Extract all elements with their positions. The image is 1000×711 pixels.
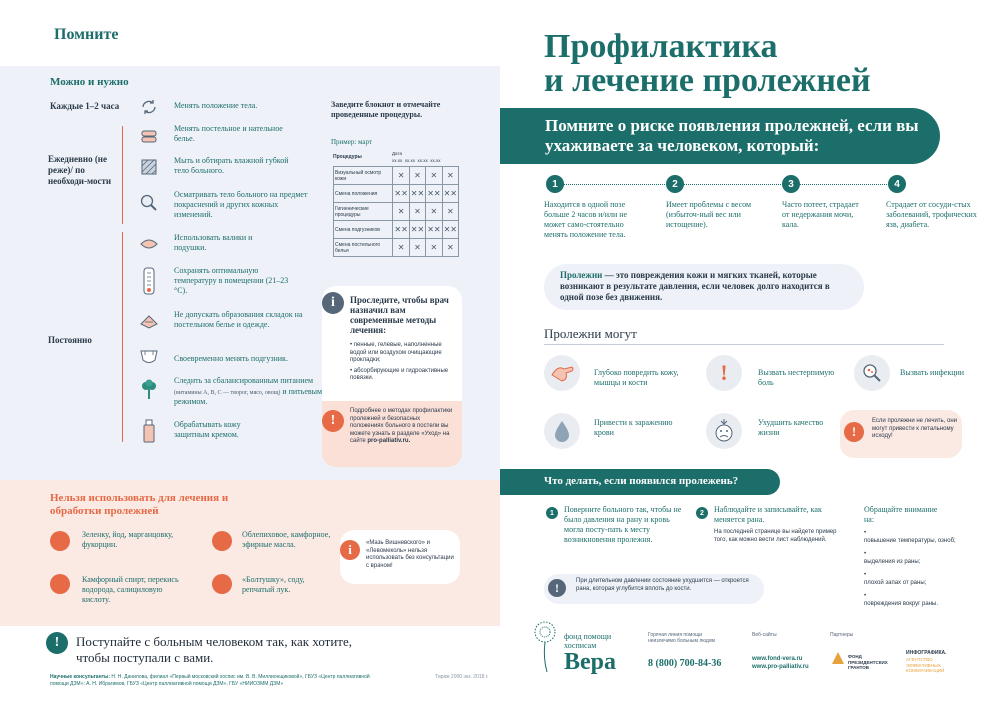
item-wash: Мыть и обтирать влажной губкой тело больного.	[174, 156, 289, 175]
exclamation-icon: !	[548, 579, 566, 597]
pain-glyph: !	[720, 360, 728, 385]
effect-infection: Вызвать инфекции	[900, 368, 965, 377]
attention-title: Обращайте внимание на:	[864, 505, 938, 524]
oil-bottle-icon	[212, 531, 232, 551]
step-number-1: 1	[546, 507, 558, 519]
page-title-line1: Профилактика	[544, 28, 778, 65]
table-row: Смена постельного белья ✕ ✕ ✕ ✕	[334, 239, 459, 257]
hotline-label: Горячая линия помощи неизлечимо больным людям	[648, 632, 715, 644]
website-link-1[interactable]: www.fond-vera.ru	[752, 656, 803, 662]
dandelion-logo-icon	[530, 620, 560, 674]
table-head-date: Дата	[392, 151, 402, 156]
effect-quality: Ухудшить качество жизни	[758, 418, 824, 437]
effect-pain: Вызвать нестерпимую боль	[758, 368, 835, 387]
risk-divider	[563, 184, 903, 185]
item-diaper: Своевременно менять подгузник.	[174, 354, 288, 363]
list-item: • выделения из раны;	[864, 551, 921, 565]
table-row: Визуальный осмотр кожи ✕ ✕ ✕ ✕	[334, 167, 459, 185]
remember-heading: Помните	[54, 26, 119, 43]
effect-damage: Глубоко повредить кожу, мышцы и кости	[594, 368, 679, 387]
table-row: Смена подгузников ✕✕ ✕✕ ✕✕ ✕✕	[334, 221, 459, 239]
doctor-title: Проследите, чтобы врач назначил вам современные методы лечения:	[350, 295, 449, 335]
partners-label: Партнеры	[830, 632, 854, 638]
sponge-icon	[138, 156, 160, 178]
forbidden-2: Облепиховое, камфорное, эфирные масла.	[242, 530, 331, 549]
what-to-do-title: Что делать, если появился пролежень?	[544, 475, 739, 487]
list-item: • повышение температуры, озноб;	[864, 530, 956, 544]
effects-heading: Пролежни могут	[544, 326, 637, 341]
death-note: Если пролежни не лечить, они могут привести к летальному исходу!	[872, 418, 958, 439]
step-2-sub: На последней странице вы найдете пример того, как можно вести лист наблюдений.	[714, 529, 837, 543]
bottle-icon	[50, 531, 70, 551]
warning-icon: !	[322, 410, 344, 432]
risk-2: Имеет проблемы с весом (избыточ-ный вес или истощение).	[666, 200, 752, 229]
daily-bracket	[122, 126, 123, 224]
fund-logo: Вера	[564, 649, 617, 675]
info-icon: i	[322, 292, 344, 314]
fold-icon	[138, 311, 160, 333]
attention-list	[864, 530, 964, 608]
onion-icon	[212, 574, 232, 594]
table-head-dates: хх.хх хх.хх хх.хх хх.хх	[392, 158, 441, 163]
forbidden-heading: Нельзя использовать для лечения и обработки пролежней	[50, 492, 229, 517]
table-row: Гигиенические процедуры ✕ ✕ ✕ ✕	[334, 203, 459, 221]
every-hours-label: Каждые 1–2 часа	[50, 101, 120, 111]
partner-2a: ИНФОГРАФИКА.	[906, 650, 947, 656]
item-temperature: Сохранять оптимальную температуру в помещении (21–23 °С).	[174, 266, 289, 295]
table-head-proc: Процедуры	[333, 154, 362, 160]
ointment-note: «Мазь Вишневского» и «Левомеколь» нельзя использовать без консультации с врачом!	[366, 540, 454, 569]
warning-icon: i	[340, 540, 360, 560]
page-title-line2: и лечение пролежней	[544, 62, 871, 99]
cream-icon	[138, 418, 160, 444]
item-no-folds: Не допускать образования складок на постельном белье и одежде.	[174, 310, 303, 329]
thermometer-icon	[138, 266, 160, 296]
sad-glyph	[706, 413, 742, 449]
procedures-table	[333, 166, 459, 257]
risk-number-1: 1	[546, 175, 564, 193]
golden-rule: Поступайте с больным человеком так, как хотите, чтобы поступали с вами.	[76, 634, 352, 665]
risk-4: Страдает от сосуди-стых заболеваний, трофических язв, диабета.	[886, 200, 977, 229]
risk-3: Часто потеет, страдает от недержания мочи, кала.	[782, 200, 859, 229]
more-info-text: Подробнее о методах профилактики пролежней и безопасных положениях больного в постели вы можете узнать в разделе «Уход» на сайте pro-palliativ.ru.	[350, 408, 453, 444]
partner-1: ФОНД ПРЕЗИДЕНТСКИХ ГРАНТОВ	[848, 654, 888, 670]
step-2: Наблюдайте и записывайте, как меняется рана.	[714, 505, 822, 524]
doctor-list	[350, 342, 458, 383]
forbidden-3: Камфорный спирт, перекись водорода, салициловую кислоту.	[82, 575, 179, 604]
risk-banner-text: Помните о риске появления пролежней, если вы ухаживаете за человеком, который:	[545, 116, 919, 155]
site-link[interactable]: pro-palliativ.ru.	[367, 438, 411, 444]
hotline-number[interactable]: 8 (800) 700-84-36	[648, 658, 722, 669]
rotate-icon	[138, 96, 160, 118]
notebook-title: Заведите блокнот и отмечайте проведенные процедуры.	[331, 100, 441, 119]
item-change-linen: Менять постельное и нательное белье.	[174, 124, 283, 143]
fund-small: фонд помощи хосписам	[564, 632, 612, 650]
item-cream: Обрабатывать кожу защитным кремом.	[174, 420, 241, 439]
list-item: • плохой запах от раны;	[864, 572, 927, 586]
effect-blood: Привести к заражению крови	[594, 418, 673, 437]
list-item: • абсорбирующие и гидроактивные повязки.	[350, 367, 449, 381]
grants-logo-icon	[830, 650, 846, 666]
item-inspect: Осматривать тело больного на предмет покраснений и других кожных изменений.	[174, 190, 308, 219]
drop-glyph	[544, 413, 580, 449]
daily-label: Ежедневно (не реже)/ по необходи-мости	[48, 154, 112, 186]
website-link-2[interactable]: www.pro-palliativ.ru	[752, 664, 809, 670]
right-page	[500, 0, 1000, 711]
notebook-example: Пример: март	[331, 138, 372, 146]
forbidden-1: Зеленку, йод, марганцовку, фукорцин.	[82, 530, 174, 549]
risk-number-4: 4	[888, 175, 906, 193]
exclamation-icon: !	[46, 632, 68, 654]
pressure-note: При длительном давлении состояние ухудшится — откроется рана, которая углубится вплоть до кости.	[576, 578, 749, 592]
consultants: Научные консультанты: Н. Н. Данилова, филиал «Первый московский хоспис им. В. В. Миллионщиковой», ГБУЗ «Центр паллиативной помощи ДЗМ»; А. Н. Ибрагимов, ГБУЗ «Центр паллиативной помощи ДЗМ», ГБУ «НИИОЗММ ДЗМ»	[50, 674, 370, 687]
risk-1: Находится в одной позе больше 2 часов и/или не может само-стоятельно менять положение тела.	[544, 200, 628, 239]
list-item: • повреждения вокруг раны.	[864, 593, 938, 607]
magnifier-icon	[138, 192, 160, 214]
item-pillows: Использовать валики и подушки.	[174, 233, 253, 252]
hand-glyph	[544, 355, 580, 391]
partner-2b: АГЕНТСТВО ЭФФЕКТИВНЫХ КОММУНИКАЦИЙ	[906, 657, 945, 673]
linen-icon	[138, 126, 160, 148]
risk-number-3: 3	[782, 175, 800, 193]
effects-divider	[544, 344, 944, 345]
diaper-icon	[138, 346, 160, 368]
list-item: • пенные, гелевые, наполненные водой или воздухом очищающие прокладки;	[350, 342, 442, 363]
step-1: Поверните больного так, чтобы не было давления на рану и кровь могла посту-пать к месту возникновения пролежня.	[564, 505, 682, 544]
table-row: Смена положения ✕✕ ✕✕ ✕✕ ✕✕	[334, 185, 459, 203]
broccoli-icon	[138, 378, 160, 402]
risk-number-2: 2	[666, 175, 684, 193]
item-change-position: Менять положение тела.	[174, 101, 258, 110]
step-number-2: 2	[696, 507, 708, 519]
forbidden-4: «Болтушку», соду, репчатый лук.	[242, 575, 305, 594]
can-heading: Можно и нужно	[50, 76, 129, 88]
warning-icon: !	[844, 422, 864, 442]
pillow-icon	[138, 233, 160, 255]
websites-label: Веб-сайты	[752, 632, 777, 638]
always-bracket	[122, 232, 123, 442]
always-label: Постоянно	[48, 335, 92, 345]
item-nutrition: Следить за сбалансированным питанием (витамины А, В, С — творог, мясо, овощ) и питьевым режимом.	[174, 376, 323, 406]
print-run: Тираж 2000 экз. 2018 г.	[435, 674, 489, 680]
definition: Пролежни — это повреждения кожи и мягких тканей, которые возникают в результате давления, если человек долго находится в одной позе без движения.	[560, 270, 830, 302]
infection-glyph	[854, 355, 890, 391]
spirit-bottle-icon	[50, 574, 70, 594]
